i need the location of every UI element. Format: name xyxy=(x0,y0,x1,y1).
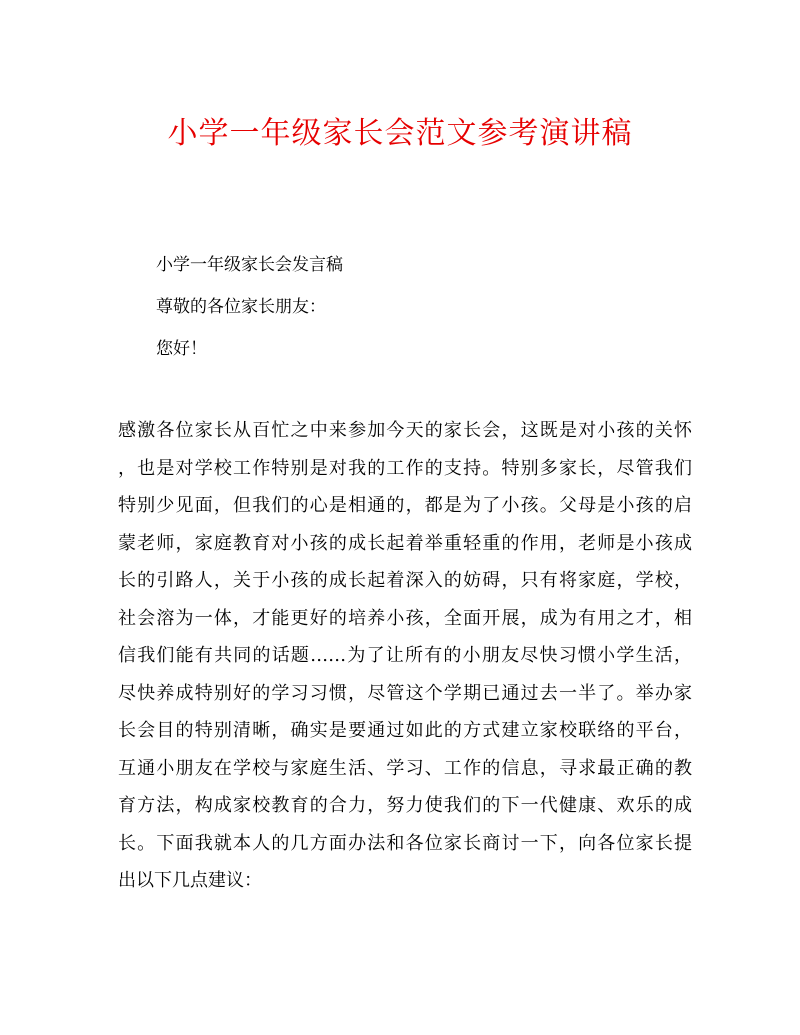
document-title: 小学一年级家长会范文参考演讲稿 xyxy=(167,116,633,151)
body-line: ，也是对学校工作特别是对我的工作的支持。特别多家长，尽管我们 xyxy=(118,457,692,479)
body-line: 长会目的特别清晰，确实是要通过如此的方式建立家校联络的平台， xyxy=(118,720,692,741)
body-line: 尽快养成特别好的学习习惯，尽管这个学期已通过去一半了。举办家 xyxy=(118,682,692,704)
body-line: 感激各位家长从百忙之中来参加今天的家长会，这既是对小孩的关怀 xyxy=(118,420,692,441)
body-line: 出以下几点建议： xyxy=(118,870,262,891)
body-line: 育方法，构成家校教育的合力，努力使我们的下一代健康、欢乐的成 xyxy=(118,795,692,816)
body-line: 特别少见面，但我们的心是相通的，都是为了小孩。父母是小孩的启 xyxy=(118,495,692,516)
greeting: 您好！ xyxy=(156,339,207,359)
body-line: 蒙老师，家庭教育对小孩的成长起着举重轻重的作用，老师是小孩成 xyxy=(118,532,692,554)
body-line: 互通小朋友在学校与家庭生活、学习、工作的信息，寻求最正确的教 xyxy=(118,757,692,779)
body-paragraph xyxy=(118,412,692,900)
salutation: 尊敬的各位家长朋友： xyxy=(156,297,326,317)
speech-subtitle: 小学一年级家长会发言稿 xyxy=(156,255,343,275)
body-line: 信我们能有共同的话题……为了让所有的小朋友尽快习惯小学生活， xyxy=(118,645,692,666)
body-line: 长。下面我就本人的几方面办法和各位家长商讨一下，向各位家长提 xyxy=(118,832,692,854)
body-line: 长的引路人，关于小孩的成长起着深入的妨碍，只有将家庭，学校， xyxy=(118,570,692,591)
body-line: 社会溶为一体，才能更好的培养小孩，全面开展，成为有用之才，相 xyxy=(118,607,692,629)
